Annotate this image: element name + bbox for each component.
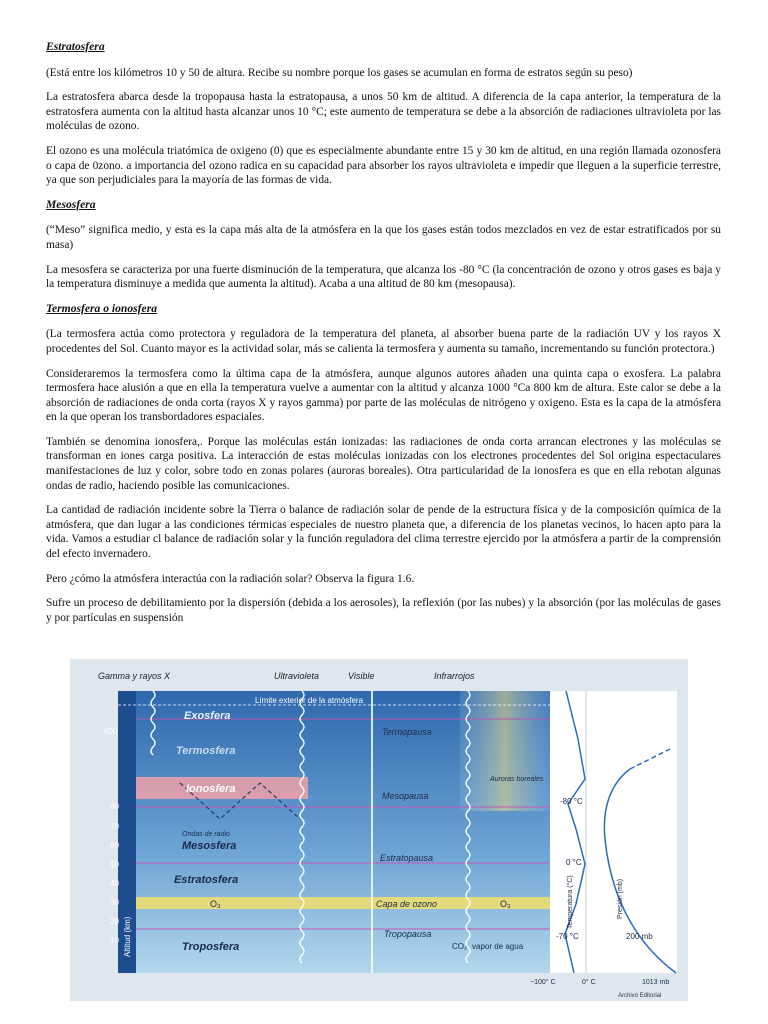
paragraph: (“Meso” significa medio, y esta es la capa más alta de la atmósfera en la que los gases están todos mezclados en vez de estar estratificados por su masa) <box>46 224 721 251</box>
paragraph: El ozono es una molécula triatómica de oxigeno (0) que es especialmente abundante entre 15 y 30 km de altitud, en una región llamada ozonosfera o capa de 0zono. a importancia del ozono radica en su capacidad para absorber los rayos ultravioleta e impedir que lleguen a la superficie terrestre, ya que son perjudiciales para la mayoría de las formas de vida. <box>46 144 721 187</box>
ultraviolet-label: Ultravioleta <box>274 671 320 681</box>
section-heading-mesosfera: Mesosfera <box>46 197 96 211</box>
ozone-right-label: O₃ <box>500 899 511 909</box>
bottom-tick-1013: 1013 mb <box>642 979 670 986</box>
ozone-left-label: O₃ <box>210 899 221 909</box>
temp-mark-minus70: -70 °C <box>556 932 579 941</box>
paragraph: Pero ¿cómo la atmósfera interactúa con la radiación solar? Observa la figura 1.6. <box>46 572 415 585</box>
tick-30: 30 <box>110 898 119 907</box>
tick-50: 50 <box>110 860 119 869</box>
paragraph: También se denomina ionosfera,. Porque las moléculas están ionizadas: las radiaciones de onda corta arrancan electrones y las moléculas se transforman en iones carga positiva. La interacción de estas moléculas ionizadas con los electrones procedentes del Sol origina espectaculares manifestaciones de luz y color, sobre todo en zonas polares (auroras boreales). Otra particularidad de la ionosfera es que en ella rebotan algunas ondas de radio, haciendo posible las comunicaciones. <box>46 435 721 492</box>
termopausa-label: Termopausa <box>382 727 432 737</box>
layer-estratosfera: Estratosfera <box>174 874 239 886</box>
paragraph: (La termosfera actúa como protectora y reguladora de la temperatura del planeta, al absorber buena parte de la radiación UV y los rayos X procedentes del Sol. Cuanto mayor es la actividad solar, más se calienta la termosfera y aumenta su tamaño, incrementando su función protectora.) <box>46 328 721 355</box>
temperature-axis-label: Temperatura (°C) <box>567 875 574 929</box>
layer-troposfera: Troposfera <box>182 941 240 953</box>
bottom-tick-minus100: −100° C <box>530 979 556 986</box>
pressure-panel <box>587 691 677 973</box>
layer-exosfera: Exosfera <box>184 710 231 722</box>
co2-label: CO₂ <box>452 942 468 951</box>
temp-mark-minus80: -80 °C <box>560 797 583 806</box>
paragraph: Consideraremos la termosfera como la última capa de la atmósfera, aunque algunos autores añaden una quinta capa o exosfera. La palabra termosfera hace alusión a que en ella la temperatura vuelve a aumentar con la altitud y alcanza 1000 °Ca 800 km de altura. Este calor se debe a la absorción de radiaciones de onda corta (rayos X y rayos gamma) por parte de las moléculas de nitrógeno y oxigeno. Esta es la capa de la atmósfera en la que operan los transbordadores espaciales. <box>46 367 721 424</box>
outer-limit-label: Límite exterior de la atmósfera <box>255 696 364 705</box>
layer-termosfera: Termosfera <box>176 745 236 757</box>
mesopausa-label: Mesopausa <box>382 791 429 801</box>
document-text <box>46 40 721 635</box>
temperature-panel <box>550 691 585 973</box>
tick-40: 40 <box>110 879 119 888</box>
tick-600: 600 <box>104 727 118 736</box>
atmosphere-figure <box>70 659 688 1001</box>
layer-mesosfera: Mesosfera <box>182 840 237 852</box>
paragraph: Sufre un proceso de debilitamiento por la dispersión (debida a los aerosoles), la reflexión (por las nubes) y la absorción (por las moléculas de gases y por partículas en suspensión <box>46 597 721 624</box>
paragraph: La mesosfera se caracteriza por una fuerte disminución de la temperatura, que alcanza los -80 °C (la concentración de ozono y otros gases es baja y la temperatura disminuye a medida que aumenta la altitud). Acaba a una altitud de 80 km (mesopausa). <box>46 263 721 291</box>
tick-80: 80 <box>110 802 119 811</box>
visible-label: Visible <box>348 671 375 681</box>
tick-70: 70 <box>110 822 119 831</box>
infrared-label: Infrarrojos <box>434 671 475 681</box>
aurora-glow <box>460 691 550 811</box>
estratopausa-label: Estratopausa <box>380 853 434 863</box>
tick-20: 20 <box>110 917 119 926</box>
paragraph: La estratosfera abarca desde la tropopausa hasta la estratopausa, a unos 50 km de altitud. A diferencia de la capa anterior, la temperatura de la estratosfera aumenta con la altitud hasta alcanzar unos 10 °C; este aumento de temperatura se debe a la absorción de radiaciones ultravioleta por las moléculas de ozono. <box>46 91 721 133</box>
paragraph: La cantidad de radiación incidente sobre la Tierra o balance de radiación solar de pende de la estructura física y de la composición química de la atmósfera, que dan lugar a las condiciones térmicas especiales de nuestro planeta que, a diferencia de los planetas vecinos, lo hacen apto para la vida. Vamos a estudiar cl balance de radiación solar y la función reguladora del clima terrestre ejercido por la atmósfera a partir de la comprensión del efecto invernadero. <box>46 504 721 561</box>
auroras-label: Auroras boreales <box>490 776 544 783</box>
bottom-tick-0: 0° C <box>582 979 596 986</box>
paragraph: (Está entre los kilómetros 10 y 50 de altura. Recibe su nombre porque los gases se acumulan en forma de estratos según su peso) <box>46 66 633 79</box>
water-vapor-label: vapor de agua <box>472 942 524 951</box>
section-heading-estratosfera: Estratosfera <box>46 40 105 53</box>
tropopausa-label: Tropopausa <box>384 929 432 939</box>
ozone-layer-label: Capa de ozono <box>376 899 438 909</box>
tick-60: 60 <box>110 841 119 850</box>
ozone-band <box>136 897 550 909</box>
gamma-label: Gamma y rayos X <box>98 671 171 681</box>
pressure-axis-label: Presión (mb) <box>617 878 624 919</box>
tick-10: 10 <box>110 936 119 945</box>
radio-label: Ondas de radio <box>182 831 230 838</box>
layer-ionosfera: Ionosfera <box>186 783 236 795</box>
temp-mark-0: 0 °C <box>566 858 582 867</box>
figure-credit: Archivo Editorial <box>618 993 662 999</box>
pressure-mark-200: 200 mb <box>626 932 653 941</box>
section-heading-termosfera: Termosfera o ionosfera <box>46 301 158 315</box>
altitude-axis-label: Altitud (km) <box>123 916 132 957</box>
